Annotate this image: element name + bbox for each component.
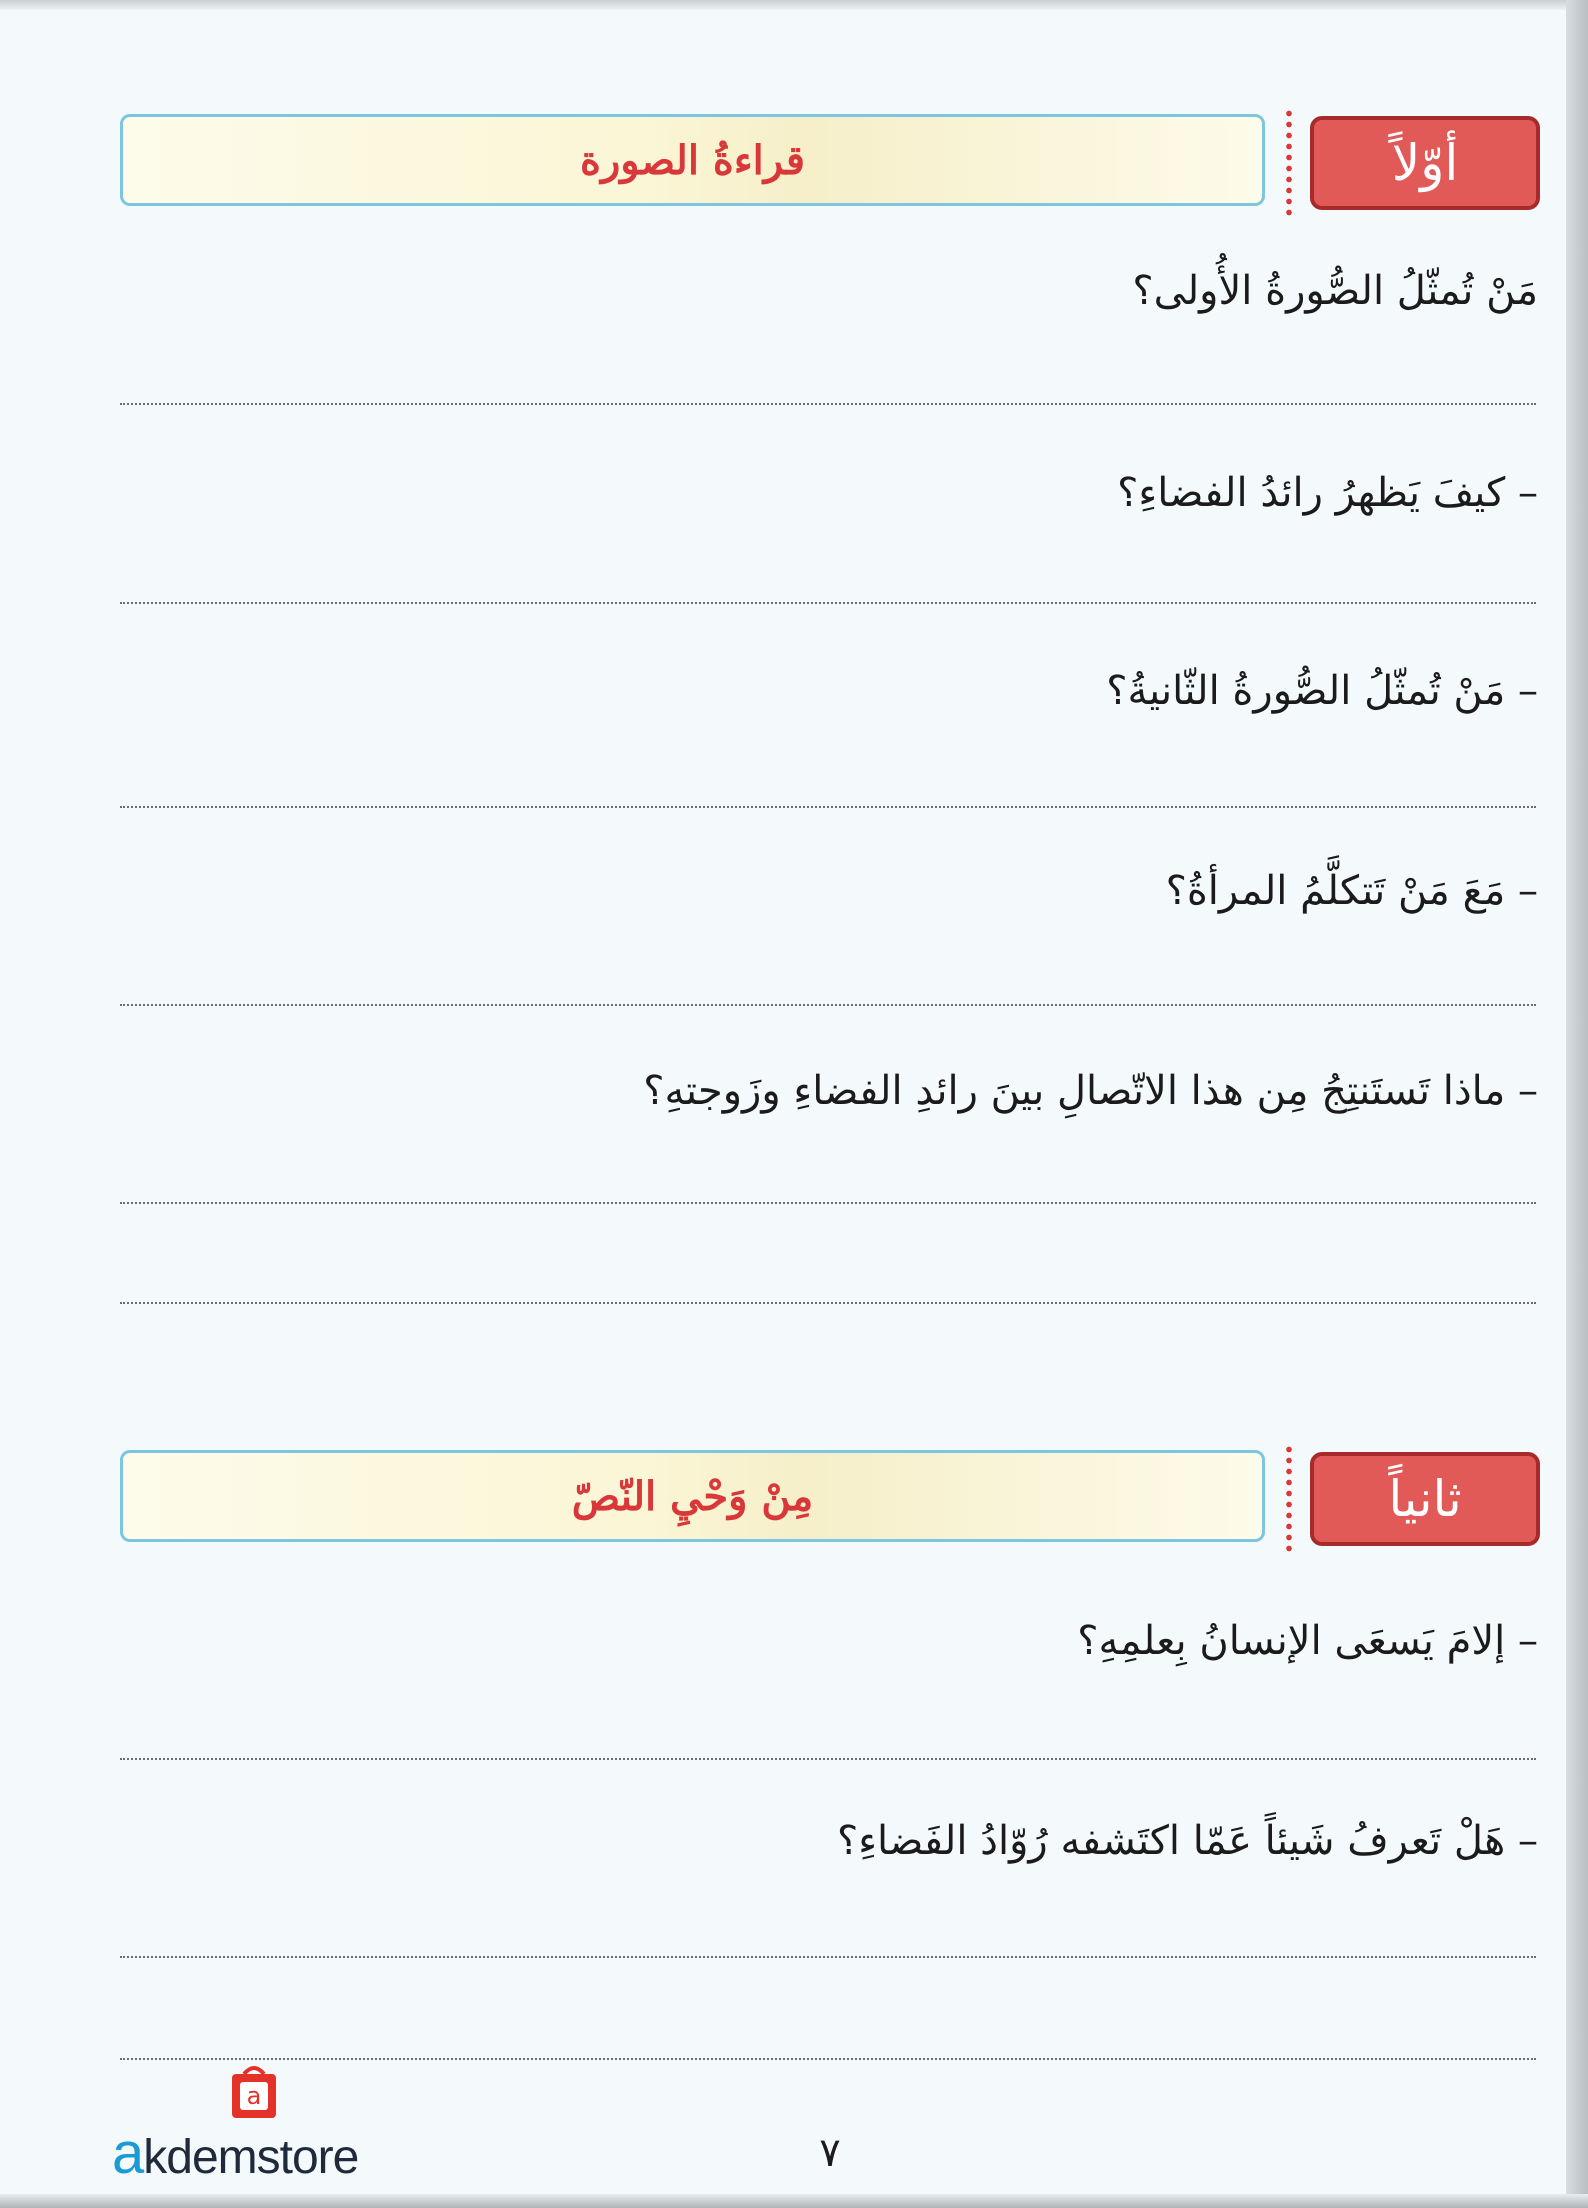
logo-a: a [112, 2121, 144, 2186]
answer-line[interactable] [120, 1758, 1536, 1760]
dotted-separator-1 [1285, 108, 1293, 218]
answer-line[interactable] [120, 602, 1536, 604]
section-title-2: مِنْ وَحْيِ النّصّ [571, 1472, 814, 1520]
logo-wordmark [112, 2120, 358, 2187]
section-badge-2: ثانياً [1310, 1452, 1540, 1546]
page-number: ٧ [819, 2130, 841, 2176]
section-title-bar-2 [120, 1450, 1265, 1542]
section-title-bar-1 [120, 114, 1265, 206]
question-1-4: – مَعَ مَنْ تَتكلَّمُ المرأةُ؟ [1165, 868, 1538, 914]
question-1-3: – مَنْ تُمثّلُ الصُّورةُ الثّانيةُ؟ [1106, 668, 1538, 714]
section-header-1 [120, 108, 1540, 218]
question-1-5: – ماذا تَستَنتِجُ مِن هذا الاتّصالِ بينَ رائدِ الفضاءِ وزَوجتهِ؟ [643, 1068, 1538, 1114]
answer-line[interactable] [120, 1956, 1536, 1958]
answer-line[interactable] [120, 2058, 1536, 2060]
section-header-2 [120, 1444, 1540, 1554]
answer-line[interactable] [120, 1004, 1536, 1006]
answer-line[interactable] [120, 1302, 1536, 1304]
dotted-separator-2 [1285, 1444, 1293, 1554]
page-edge-top [0, 0, 1588, 10]
answer-line[interactable] [120, 1202, 1536, 1204]
section-badge-1: أوّلاً [1310, 116, 1540, 210]
answer-line[interactable] [120, 806, 1536, 808]
store-logo [112, 2062, 402, 2186]
page-edge-bottom [0, 2194, 1588, 2208]
page-edge-right [1566, 0, 1588, 2208]
shopping-bag-icon [224, 2062, 284, 2122]
question-1-1: مَنْ تُمثّلُ الصُّورةُ الأُولى؟ [1132, 268, 1538, 314]
section-title-1: قراءةُ الصورة [580, 136, 805, 184]
answer-line[interactable] [120, 403, 1536, 405]
question-1-2: – كيفَ يَظهرُ رائدُ الفضاءِ؟ [1117, 470, 1538, 516]
logo-rest: kdemstore [143, 2131, 359, 2184]
question-2-2: – هَلْ تَعرفُ شَيئاً عَمّا اكتَشفه رُوّادُ الفَضاءِ؟ [837, 1818, 1538, 1864]
question-2-1: – إلامَ يَسعَى الإنسانُ بِعلمِهِ؟ [1077, 1618, 1538, 1664]
bag-letter: a [246, 2082, 262, 2110]
